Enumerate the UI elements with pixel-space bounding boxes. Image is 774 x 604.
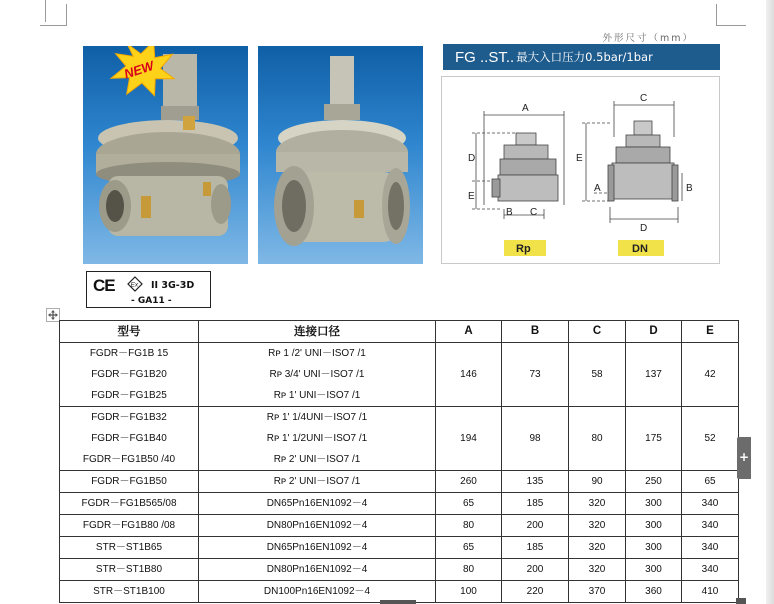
- drawing-flanged: [582, 101, 682, 223]
- cell-e: 340: [682, 493, 739, 515]
- crop-mark: [40, 25, 67, 26]
- product-header-bar: [443, 44, 720, 70]
- col-header-a: A: [436, 321, 502, 343]
- col-header-b: B: [502, 321, 569, 343]
- product-photo-flanged: [258, 46, 423, 264]
- cell-c: 320: [569, 559, 626, 581]
- max-pressure-title: 最大入口压力0.5bar/1bar: [516, 50, 653, 64]
- cell-d: 300: [626, 559, 682, 581]
- dim-letter-a-flanged: A: [594, 183, 601, 194]
- col-header-e: E: [682, 321, 739, 343]
- cell-a: 194: [436, 407, 502, 471]
- cell-connection: Rᴘ 2' UNI－ISO7 /1: [273, 454, 361, 465]
- table-row-group-2: [60, 407, 739, 471]
- table-row: [60, 493, 739, 515]
- cell-connection: Rᴘ 3/4' UNI－ISO7 /1: [269, 369, 365, 380]
- cell-b: 73: [502, 343, 569, 407]
- cell-connections: [199, 407, 436, 471]
- dim-letter-e: E: [468, 191, 475, 202]
- corner-resize-handle[interactable]: [736, 598, 746, 604]
- certification-code: - GA11 -: [131, 296, 172, 306]
- cell-connection: Rᴘ 1' 1/2UNI－ISO7 /1: [266, 433, 368, 444]
- cell-a: 100: [436, 581, 502, 603]
- spec-table: [59, 320, 739, 603]
- cell-model: STR－ST1B65: [60, 537, 199, 559]
- product-photo-threaded: [83, 46, 248, 264]
- table-row: [60, 537, 739, 559]
- cell-model: FGDR－FG1B50 /40: [82, 454, 176, 465]
- cell-models: [60, 407, 199, 471]
- cell-connection: Rᴘ 1 /2' UNI－ISO7 /1: [268, 348, 366, 359]
- cell-connection: DN80Pn16EN1092－4: [199, 515, 436, 537]
- cell-model: STR－ST1B80: [60, 559, 199, 581]
- cell-c: 320: [569, 515, 626, 537]
- cell-d: 300: [626, 515, 682, 537]
- new-badge-label: NEW: [122, 57, 156, 82]
- cell-d: 360: [626, 581, 682, 603]
- atex-class: II 3G-3D: [151, 280, 195, 291]
- dim-letter-b: B: [506, 207, 513, 218]
- cell-b: 220: [502, 581, 569, 603]
- cell-c: 370: [569, 581, 626, 603]
- ce-mark: CE: [93, 276, 115, 295]
- cell-connection: Rᴘ 2' UNI－ISO7 /1: [199, 471, 436, 493]
- cell-b: 135: [502, 471, 569, 493]
- table-row: [60, 515, 739, 537]
- dim-letter-c: C: [530, 207, 538, 218]
- cell-b: 98: [502, 407, 569, 471]
- plus-icon: +: [739, 450, 750, 464]
- cell-model: FGDR－FG1B 15: [89, 348, 169, 359]
- cell-model: FGDR－FG1B50: [60, 471, 199, 493]
- cell-models: [60, 343, 199, 407]
- dim-letter-e-flanged: E: [576, 153, 583, 164]
- cell-model: FGDR－FG1B32: [91, 412, 167, 423]
- col-header-d: D: [626, 321, 682, 343]
- dim-letter-b-flanged: B: [686, 183, 693, 194]
- cell-model: FGDR－FG1B20: [91, 369, 167, 380]
- col-header-c: C: [569, 321, 626, 343]
- cell-connection: DN100Pn16EN1092－4: [199, 581, 436, 603]
- crop-mark: [716, 25, 746, 26]
- cell-b: 185: [502, 493, 569, 515]
- cell-e: 340: [682, 515, 739, 537]
- cell-e: 340: [682, 537, 739, 559]
- cell-c: 58: [569, 343, 626, 407]
- cell-a: 260: [436, 471, 502, 493]
- cell-d: 300: [626, 537, 682, 559]
- table-move-handle-icon[interactable]: [46, 308, 60, 322]
- cell-model: STR－ST1B100: [60, 581, 199, 603]
- rp-label: Rp: [516, 243, 531, 255]
- cell-model: FGDR－FG1B80 /08: [60, 515, 199, 537]
- dim-letter-c-flanged: C: [640, 93, 648, 104]
- cell-e: 65: [682, 471, 739, 493]
- cell-b: 200: [502, 559, 569, 581]
- table-row: [60, 471, 739, 493]
- cell-model: FGDR－FG1B25: [91, 390, 167, 401]
- cell-e: 52: [682, 407, 739, 471]
- cell-model: FGDR－FG1B565/08: [60, 493, 199, 515]
- cell-a: 80: [436, 559, 502, 581]
- cell-b: 185: [502, 537, 569, 559]
- cell-connection: DN65Pn16EN1092－4: [199, 537, 436, 559]
- cell-connection: DN80Pn16EN1092－4: [199, 559, 436, 581]
- dimension-drawings: [441, 76, 720, 264]
- cell-d: 300: [626, 493, 682, 515]
- atex-icon: [127, 276, 143, 292]
- resize-handle[interactable]: [380, 600, 416, 604]
- page-edge-shadow: [766, 0, 774, 604]
- cell-e: 42: [682, 343, 739, 407]
- table-row-group-1: [60, 343, 739, 407]
- certification-box: [86, 271, 211, 308]
- cell-a: 146: [436, 343, 502, 407]
- cell-a: 65: [436, 493, 502, 515]
- dim-letter-a: A: [522, 103, 529, 114]
- drawing-threaded: [472, 111, 564, 219]
- crop-mark: [716, 4, 717, 26]
- model-series-title: FG ..ST..: [455, 48, 515, 66]
- dimensions-unit-label: 外形尺寸（mm）: [602, 33, 694, 44]
- cell-a: 65: [436, 537, 502, 559]
- table-header-row: [60, 321, 739, 343]
- cell-c: 90: [569, 471, 626, 493]
- cell-connection: DN65Pn16EN1092－4: [199, 493, 436, 515]
- cell-connection: Rᴘ 1' 1/4UNI－ISO7 /1: [266, 412, 368, 423]
- cell-d: 137: [626, 343, 682, 407]
- dn-label: DN: [632, 243, 648, 255]
- cell-model: FGDR－FG1B40: [91, 433, 167, 444]
- table-row: [60, 559, 739, 581]
- crop-mark: [66, 4, 67, 26]
- cell-d: 250: [626, 471, 682, 493]
- col-header-connection: 连接口径: [199, 321, 436, 343]
- cell-b: 200: [502, 515, 569, 537]
- ex-symbol: Ex: [130, 281, 139, 289]
- cell-c: 320: [569, 493, 626, 515]
- cell-c: 80: [569, 407, 626, 471]
- cell-d: 175: [626, 407, 682, 471]
- add-row-tab[interactable]: [737, 437, 751, 479]
- cell-connection: Rᴘ 1' UNI－ISO7 /1: [273, 390, 361, 401]
- col-header-model: 型号: [60, 321, 199, 343]
- dim-letter-d: D: [468, 153, 476, 164]
- cell-connections: [199, 343, 436, 407]
- cell-e: 340: [682, 559, 739, 581]
- crop-mark: [45, 0, 46, 22]
- cell-e: 410: [682, 581, 739, 603]
- dim-letter-d-flanged: D: [640, 223, 648, 234]
- cell-c: 320: [569, 537, 626, 559]
- cell-a: 80: [436, 515, 502, 537]
